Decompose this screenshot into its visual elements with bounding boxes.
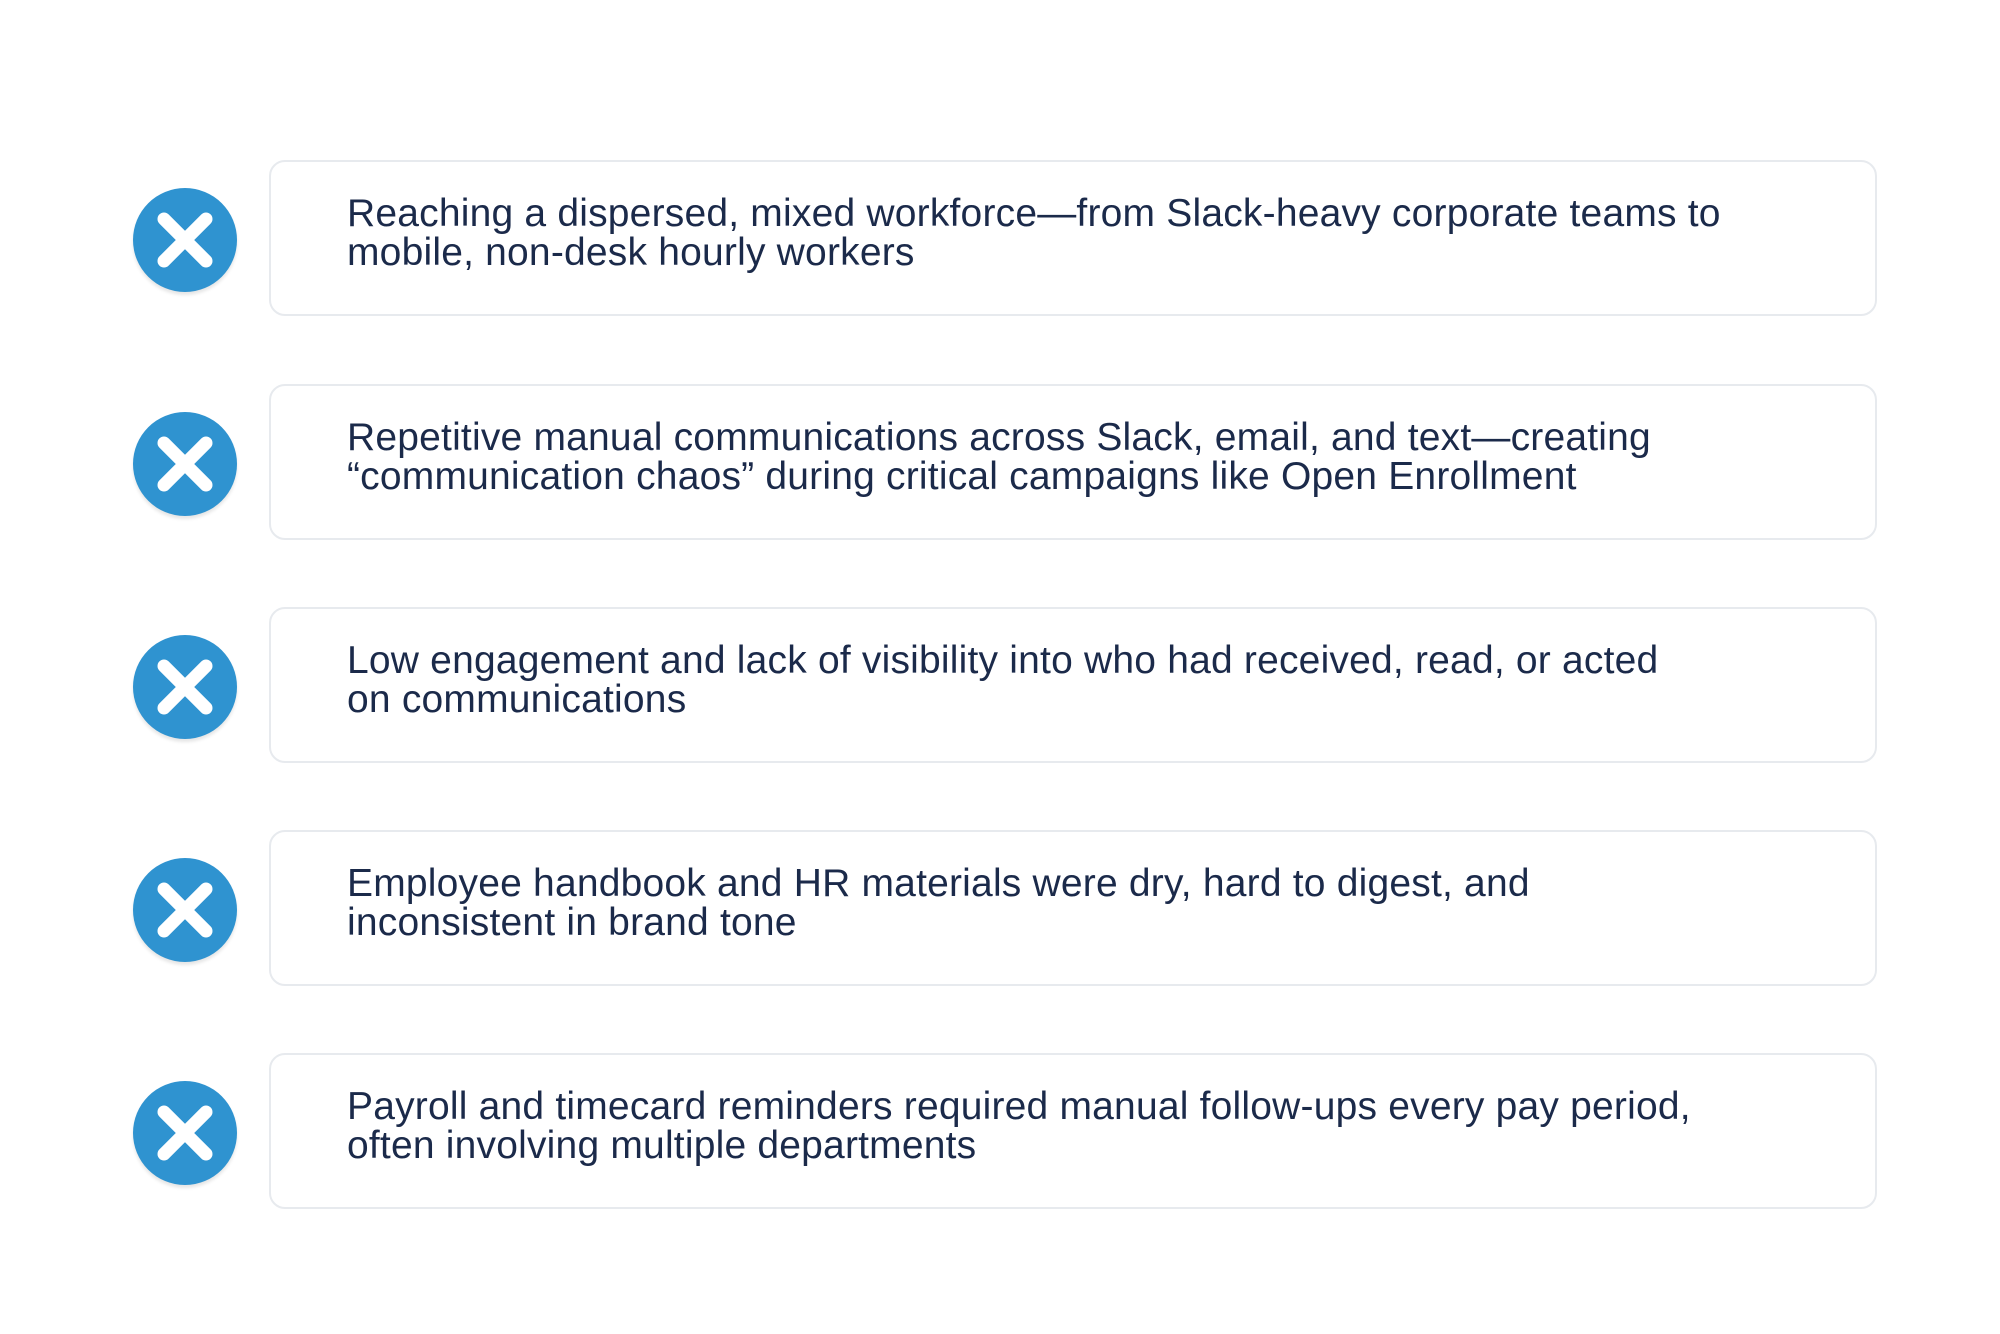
- challenge-card: [269, 160, 1877, 316]
- challenge-item: [0, 830, 2000, 990]
- close-icon: [133, 412, 237, 516]
- challenge-item: [0, 384, 2000, 544]
- challenge-card: [269, 384, 1877, 540]
- challenge-text: Payroll and timecard reminders required manual follow-ups every pay period, often involving multiple departments: [347, 1085, 1691, 1167]
- close-icon: [133, 188, 237, 292]
- challenge-card: [269, 607, 1877, 763]
- challenge-card: [269, 1053, 1877, 1209]
- challenge-text: Reaching a dispersed, mixed workforce—from Slack-heavy corporate teams to mobile, non-desk hourly workers: [347, 192, 1721, 274]
- challenge-item: [0, 607, 2000, 767]
- challenge-item: [0, 160, 2000, 320]
- challenge-text: Low engagement and lack of visibility into who had received, read, or acted on communications: [347, 639, 1659, 721]
- challenge-text: Repetitive manual communications across Slack, email, and text—creating “communication chaos” during critical campaigns like Open Enrollment: [347, 416, 1651, 498]
- challenge-text: Employee handbook and HR materials were dry, hard to digest, and inconsistent in brand tone: [347, 862, 1530, 944]
- close-icon: [133, 635, 237, 739]
- challenge-item: [0, 1053, 2000, 1213]
- close-icon: [133, 1081, 237, 1185]
- close-icon: [133, 858, 237, 962]
- challenge-card: [269, 830, 1877, 986]
